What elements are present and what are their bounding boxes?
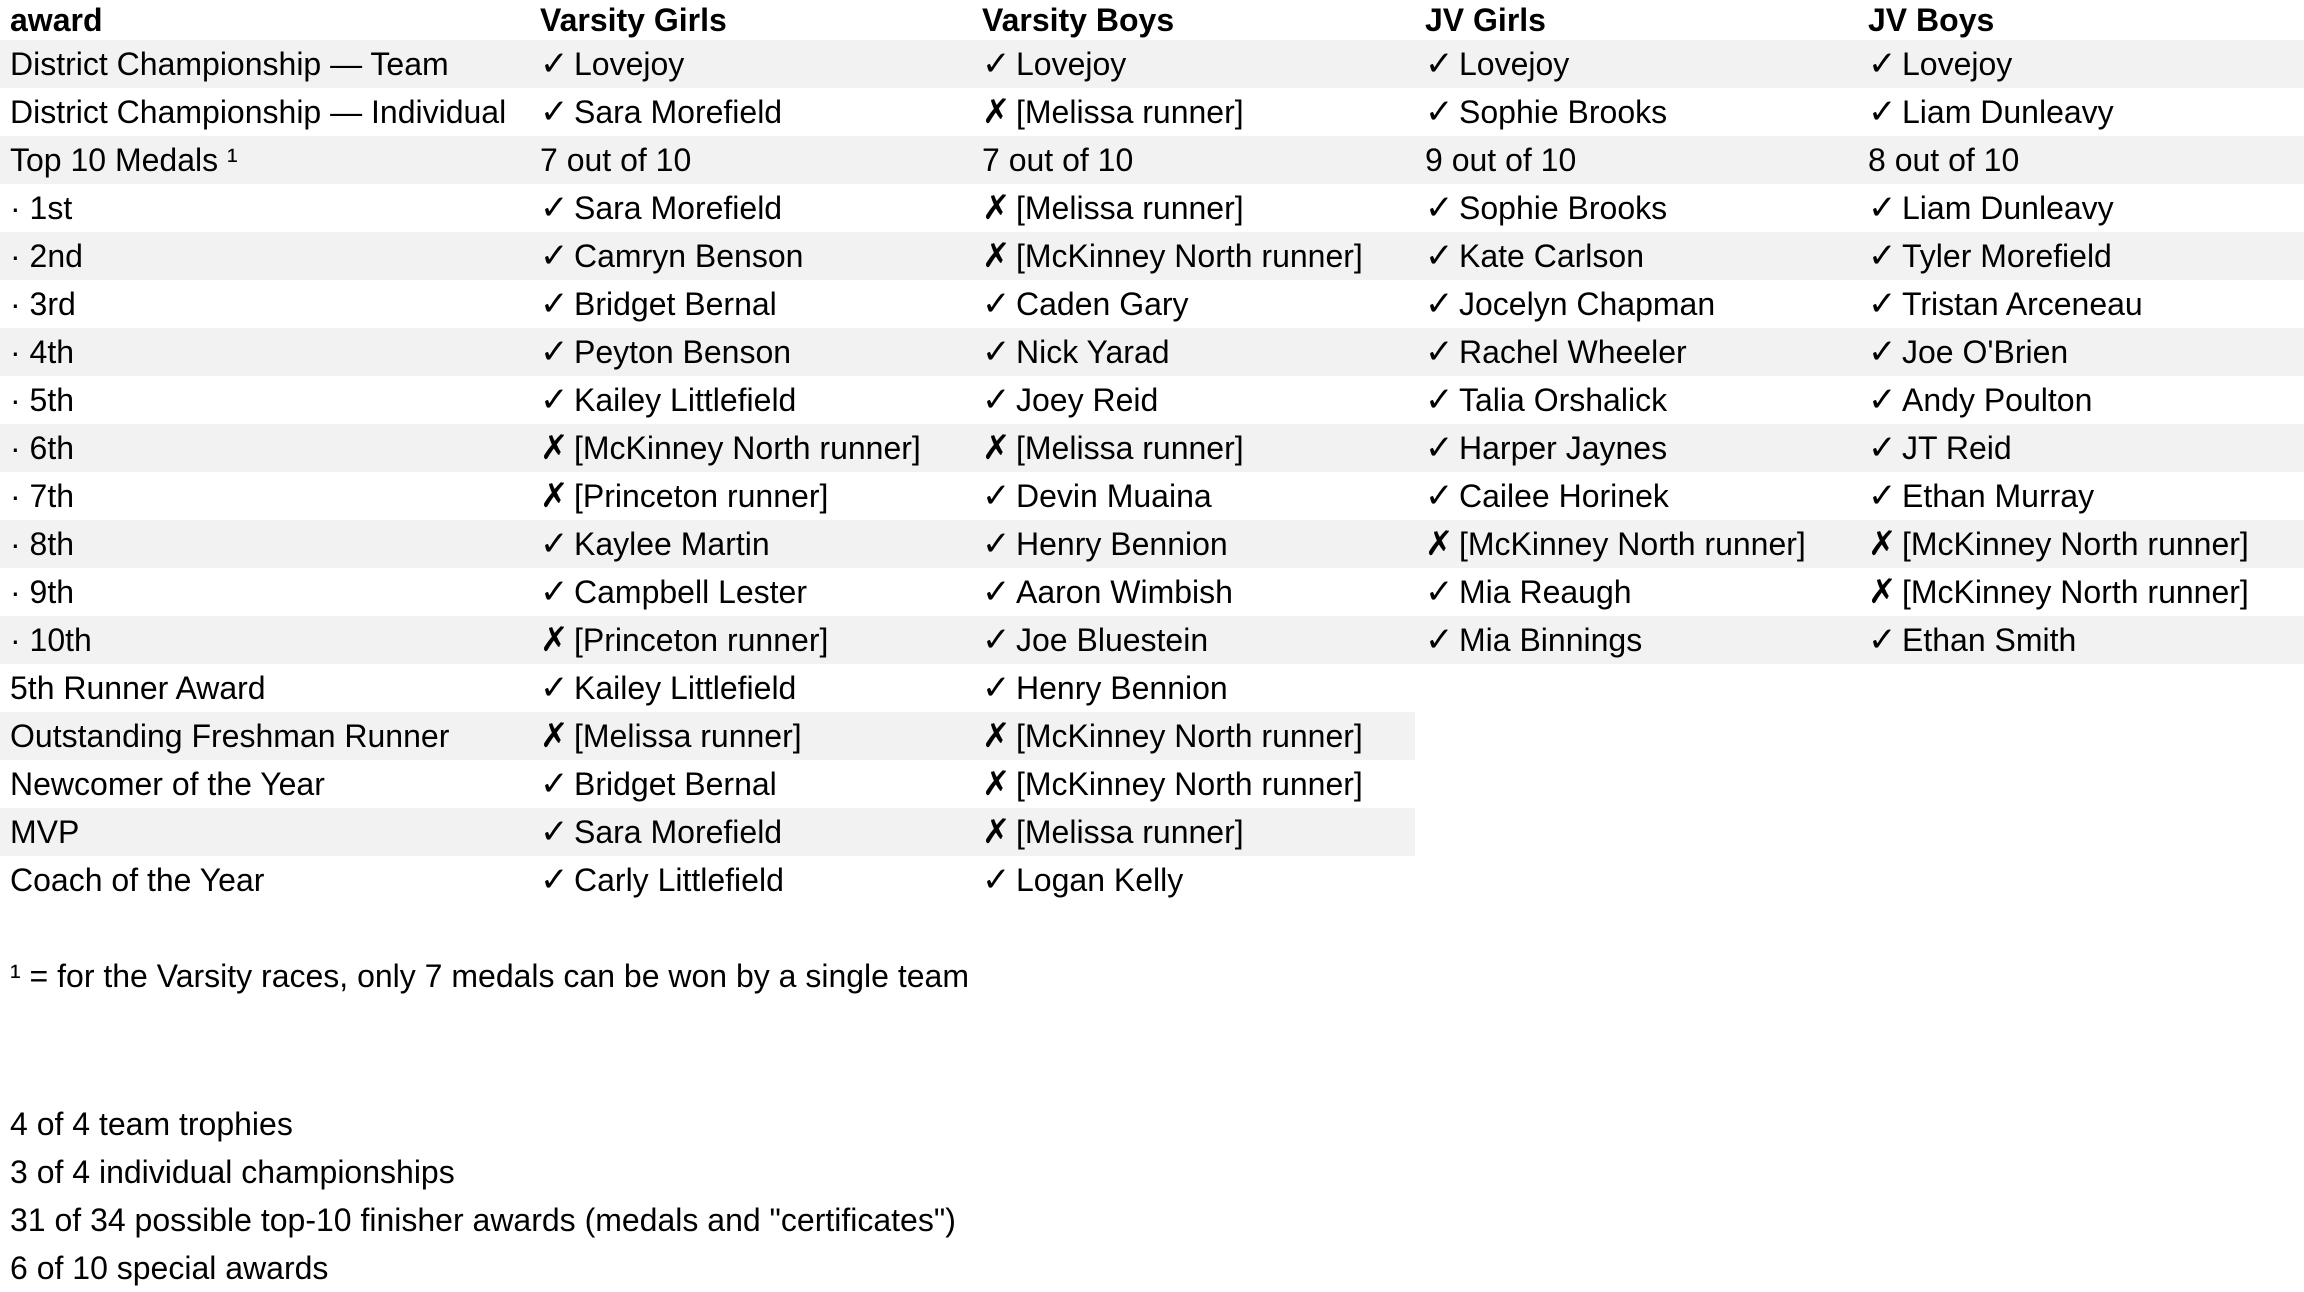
cell-text: Carly Littlefield (574, 862, 784, 898)
check-icon: ✓ (540, 237, 569, 275)
cell-varsity-boys (972, 664, 1415, 712)
cell-text: [Melissa runner] (1016, 94, 1244, 130)
cell-text: [Melissa runner] (1016, 430, 1244, 466)
cell-jv-boys (1858, 40, 2304, 88)
award-name-cell: · 2nd (0, 232, 530, 280)
cell-jv-girls (1415, 520, 1858, 568)
cell-varsity-girls (530, 568, 972, 616)
cell-text: Camryn Benson (574, 238, 804, 274)
cell-text: Joey Reid (1016, 382, 1159, 418)
cell-text: Bridget Bernal (574, 766, 777, 802)
award-name-cell: MVP (0, 808, 530, 856)
column-header-varsity-boys: Varsity Boys (982, 2, 1175, 38)
award-rows (0, 40, 2304, 904)
cell-jv-girls (1415, 232, 1858, 280)
check-icon: ✓ (1425, 333, 1454, 371)
check-icon: ✓ (540, 285, 569, 323)
table-row (0, 40, 2304, 88)
cell-text: Mia Binnings (1459, 622, 1643, 658)
empty-cell (1415, 808, 1858, 856)
cell-jv-girls (1415, 184, 1858, 232)
cell-text: Tristan Arceneau (1902, 286, 2143, 322)
check-icon: ✓ (1425, 189, 1454, 227)
check-icon: ✓ (540, 765, 569, 803)
column-header-award: award (10, 2, 103, 38)
cell-text: Andy Poulton (1902, 382, 2093, 418)
table-row (0, 568, 2304, 616)
cell-jv-girls (1415, 616, 1858, 664)
check-icon: ✓ (982, 861, 1011, 899)
cell-text: [Melissa runner] (1016, 814, 1244, 850)
cross-icon: ✗ (540, 621, 569, 659)
cross-icon: ✗ (982, 237, 1011, 275)
check-icon: ✓ (1868, 429, 1897, 467)
check-icon: ✓ (540, 189, 569, 227)
cross-icon: ✗ (540, 717, 569, 755)
cell-jv-boys (1858, 328, 2304, 376)
table-row (0, 136, 2304, 184)
table-row (0, 424, 2304, 472)
cell-varsity-girls (530, 760, 972, 808)
cell-jv-boys (1858, 520, 2304, 568)
cell-jv-girls (1415, 568, 1858, 616)
cell-jv-boys (1858, 568, 2304, 616)
cell-text: Ethan Murray (1902, 478, 2095, 514)
cell-varsity-boys (972, 808, 1415, 856)
check-icon: ✓ (1425, 93, 1454, 131)
cell-text: Campbell Lester (574, 574, 807, 610)
table-row (0, 184, 2304, 232)
check-icon: ✓ (540, 333, 569, 371)
header-row (0, 0, 2304, 40)
check-icon: ✓ (1868, 285, 1897, 323)
check-icon: ✓ (540, 669, 569, 707)
cell-jv-girls (1415, 280, 1858, 328)
check-icon: ✓ (540, 93, 569, 131)
empty-cell (1858, 760, 2304, 808)
empty-cell (1858, 856, 2304, 904)
cell-jv-boys (1858, 616, 2304, 664)
cell-text: Peyton Benson (574, 334, 792, 370)
cross-icon: ✗ (982, 813, 1011, 851)
cell-jv-boys (1858, 424, 2304, 472)
check-icon: ✓ (982, 477, 1011, 515)
check-icon: ✓ (1868, 477, 1897, 515)
cell-text: Ethan Smith (1902, 622, 2077, 658)
check-icon: ✓ (982, 285, 1011, 323)
cell-text: Jocelyn Chapman (1459, 286, 1716, 322)
cell-text: Rachel Wheeler (1459, 334, 1687, 370)
check-icon: ✓ (1425, 477, 1454, 515)
table-row (0, 856, 2304, 904)
check-icon: ✓ (540, 813, 569, 851)
cell-varsity-girls (530, 808, 972, 856)
cell-text: [McKinney North runner] (1902, 526, 2249, 562)
cell-jv-girls (1415, 136, 1858, 184)
cell-text: Liam Dunleavy (1902, 190, 2114, 226)
empty-cell (1858, 712, 2304, 760)
cell-text: Henry Bennion (1016, 526, 1228, 562)
award-name-cell: · 9th (10, 574, 75, 610)
cell-jv-boys (1858, 280, 2304, 328)
check-icon: ✓ (1425, 573, 1454, 611)
empty-cell (1858, 808, 2304, 856)
cell-varsity-girls (530, 664, 972, 712)
award-name-cell: · 8th (0, 520, 530, 568)
cell-varsity-boys (972, 712, 1415, 760)
cell-jv-girls (1415, 472, 1858, 520)
award-name-cell: Newcomer of the Year (10, 766, 325, 802)
cross-icon: ✗ (982, 717, 1011, 755)
cell-jv-girls (1415, 88, 1858, 136)
cell-varsity-girls (530, 712, 972, 760)
cross-icon: ✗ (982, 93, 1011, 131)
check-icon: ✓ (1868, 621, 1897, 659)
award-name-cell: 5th Runner Award (10, 670, 266, 706)
check-icon: ✓ (982, 525, 1011, 563)
cell-varsity-boys (972, 40, 1415, 88)
check-icon: ✓ (1868, 189, 1897, 227)
cell-text: Talia Orshalick (1459, 382, 1668, 418)
check-icon: ✓ (1868, 381, 1897, 419)
cell-varsity-girls (530, 376, 972, 424)
cell-text: Sophie Brooks (1459, 190, 1668, 226)
cell-text: Lovejoy (1459, 46, 1570, 82)
award-name-cell: · 6th (0, 424, 530, 472)
cell-text: Lovejoy (1902, 46, 2013, 82)
table-row (0, 760, 2304, 808)
cell-text: Joe O'Brien (1902, 334, 2069, 370)
cell-text: Aaron Wimbish (1016, 574, 1233, 610)
empty-cell (1415, 664, 1858, 712)
check-icon: ✓ (1425, 381, 1454, 419)
empty-cell (1415, 856, 1858, 904)
cross-icon: ✗ (982, 765, 1011, 803)
cell-varsity-girls (530, 328, 972, 376)
cross-icon: ✗ (1868, 525, 1897, 563)
check-icon: ✓ (982, 45, 1011, 83)
empty-cell (1858, 664, 2304, 712)
cell-varsity-girls (530, 616, 972, 664)
cell-text: 8 out of 10 (1868, 142, 2020, 178)
check-icon: ✓ (1868, 93, 1897, 131)
check-icon: ✓ (540, 573, 569, 611)
cell-varsity-boys (972, 136, 1415, 184)
cell-text: 7 out of 10 (540, 142, 692, 178)
footnote: ¹ = for the Varsity races, only 7 medals can be won by a single team (10, 958, 969, 994)
award-name-cell: · 4th (0, 328, 530, 376)
award-name-cell: District Championship — Team (0, 40, 530, 88)
cross-icon: ✗ (1425, 525, 1454, 563)
table-row (0, 232, 2304, 280)
award-name-cell: Coach of the Year (10, 862, 265, 898)
cell-varsity-boys (972, 184, 1415, 232)
cell-jv-boys (1858, 232, 2304, 280)
check-icon: ✓ (540, 525, 569, 563)
check-icon: ✓ (1868, 237, 1897, 275)
summary-line: 31 of 34 possible top-10 finisher awards (medals and "certificates") (10, 1202, 956, 1238)
cell-text: [Princeton runner] (574, 478, 829, 514)
cell-text: [McKinney North runner] (574, 430, 921, 466)
cell-jv-boys (1858, 376, 2304, 424)
summary-list (10, 1100, 956, 1292)
cross-icon: ✗ (540, 477, 569, 515)
cell-varsity-boys (972, 88, 1415, 136)
cell-varsity-boys (972, 760, 1415, 808)
award-name-cell: Top 10 Medals ¹ (0, 136, 530, 184)
cell-text: [Princeton runner] (574, 622, 829, 658)
cell-text: [McKinney North runner] (1016, 766, 1363, 802)
cell-text: Logan Kelly (1016, 862, 1184, 898)
cell-varsity-girls (530, 520, 972, 568)
cross-icon: ✗ (982, 429, 1011, 467)
check-icon: ✓ (540, 45, 569, 83)
cell-text: Kailey Littlefield (574, 382, 797, 418)
cell-varsity-girls (530, 40, 972, 88)
cell-text: Kailey Littlefield (574, 670, 797, 706)
check-icon: ✓ (982, 333, 1011, 371)
cell-text: 9 out of 10 (1425, 142, 1577, 178)
cell-text: Lovejoy (574, 46, 685, 82)
award-name-cell: Outstanding Freshman Runner (0, 712, 530, 760)
summary-line: 3 of 4 individual championships (10, 1154, 455, 1190)
check-icon: ✓ (1868, 45, 1897, 83)
award-name-cell: District Championship — Individual (10, 94, 507, 130)
cell-text: [Melissa runner] (1016, 190, 1244, 226)
cell-varsity-boys (972, 856, 1415, 904)
summary-line: 6 of 10 special awards (10, 1250, 329, 1286)
cell-text: Nick Yarad (1016, 334, 1170, 370)
check-icon: ✓ (1425, 621, 1454, 659)
table-row (0, 376, 2304, 424)
cell-jv-girls (1415, 424, 1858, 472)
cell-text: Sophie Brooks (1459, 94, 1668, 130)
cell-text: Devin Muaina (1016, 478, 1212, 514)
cell-varsity-boys (972, 616, 1415, 664)
check-icon: ✓ (982, 381, 1011, 419)
cross-icon: ✗ (982, 189, 1011, 227)
check-icon: ✓ (1425, 237, 1454, 275)
cell-text: Caden Gary (1016, 286, 1189, 322)
cell-jv-boys (1858, 88, 2304, 136)
cell-text: 7 out of 10 (982, 142, 1134, 178)
cell-varsity-boys (972, 328, 1415, 376)
cell-text: Cailee Horinek (1459, 478, 1669, 514)
table-row (0, 808, 2304, 856)
check-icon: ✓ (982, 573, 1011, 611)
summary-line: 4 of 4 team trophies (10, 1106, 293, 1142)
cell-jv-boys (1858, 472, 2304, 520)
table-row (0, 712, 2304, 760)
cell-text: Joe Bluestein (1016, 622, 1209, 658)
cell-text: JT Reid (1902, 430, 2012, 466)
cell-jv-girls (1415, 328, 1858, 376)
cell-text: Sara Morefield (574, 94, 783, 130)
cell-text: [McKinney North runner] (1016, 718, 1363, 754)
empty-cell (1415, 712, 1858, 760)
cell-text: Liam Dunleavy (1902, 94, 2114, 130)
table-row (0, 616, 2304, 664)
check-icon: ✓ (1425, 429, 1454, 467)
cell-text: Harper Jaynes (1459, 430, 1668, 466)
award-name-cell: · 7th (10, 478, 75, 514)
cell-text: [Melissa runner] (574, 718, 802, 754)
cell-varsity-boys (972, 280, 1415, 328)
cell-varsity-girls (530, 280, 972, 328)
cell-varsity-girls (530, 232, 972, 280)
cell-text: Mia Reaugh (1459, 574, 1632, 610)
check-icon: ✓ (1425, 285, 1454, 323)
table-row (0, 328, 2304, 376)
cell-varsity-girls (530, 184, 972, 232)
cell-varsity-girls (530, 88, 972, 136)
cell-varsity-boys (972, 424, 1415, 472)
table-row (0, 664, 2304, 712)
award-name-cell: · 1st (10, 190, 73, 226)
cell-varsity-boys (972, 376, 1415, 424)
cell-text: Sara Morefield (574, 814, 783, 850)
cell-text: Tyler Morefield (1902, 238, 2112, 274)
cell-text: Henry Bennion (1016, 670, 1228, 706)
cell-text: Sara Morefield (574, 190, 783, 226)
table-row (0, 472, 2304, 520)
cell-text: Bridget Bernal (574, 286, 777, 322)
cell-jv-girls (1415, 376, 1858, 424)
check-icon: ✓ (1425, 45, 1454, 83)
check-icon: ✓ (540, 861, 569, 899)
column-header-jv-boys: JV Boys (1868, 2, 1995, 38)
award-name-cell: · 3rd (10, 286, 76, 322)
column-header-jv-girls: JV Girls (1425, 2, 1546, 38)
table-row (0, 520, 2304, 568)
cell-jv-boys (1858, 184, 2304, 232)
table-row (0, 280, 2304, 328)
cell-varsity-girls (530, 136, 972, 184)
table-row (0, 88, 2304, 136)
cell-varsity-girls (530, 424, 972, 472)
cell-text: [McKinney North runner] (1016, 238, 1363, 274)
check-icon: ✓ (1868, 333, 1897, 371)
cross-icon: ✗ (540, 429, 569, 467)
check-icon: ✓ (540, 381, 569, 419)
cell-varsity-girls (530, 472, 972, 520)
cell-varsity-boys (972, 520, 1415, 568)
cell-varsity-boys (972, 568, 1415, 616)
check-icon: ✓ (982, 621, 1011, 659)
empty-cell (1415, 760, 1858, 808)
award-name-cell: · 5th (10, 382, 75, 418)
cell-varsity-boys (972, 232, 1415, 280)
cell-text: [McKinney North runner] (1459, 526, 1806, 562)
award-name-cell: · 10th (0, 616, 530, 664)
cell-varsity-boys (972, 472, 1415, 520)
check-icon: ✓ (982, 669, 1011, 707)
cell-varsity-girls (530, 856, 972, 904)
cell-text: [McKinney North runner] (1902, 574, 2249, 610)
cell-text: Lovejoy (1016, 46, 1127, 82)
cell-text: Kaylee Martin (574, 526, 770, 562)
column-header-varsity-girls: Varsity Girls (540, 2, 727, 38)
cell-text: Kate Carlson (1459, 238, 1644, 274)
cell-jv-boys (1858, 136, 2304, 184)
cross-icon: ✗ (1868, 573, 1897, 611)
cell-jv-girls (1415, 40, 1858, 88)
